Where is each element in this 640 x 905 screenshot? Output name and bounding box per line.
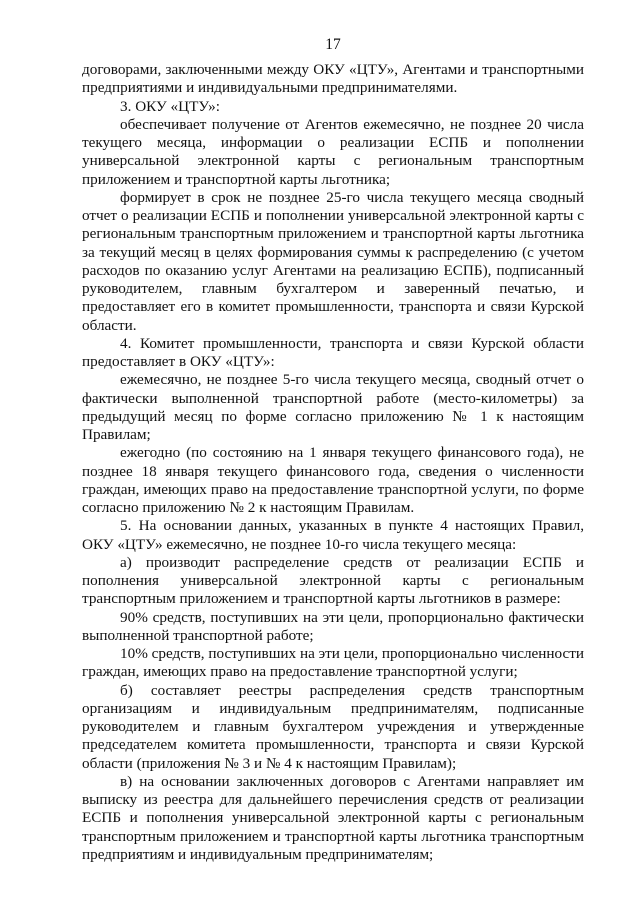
paragraph: 10% средств, поступивших на эти цели, пропорционально численности граждан, имеющих право на предоставление транспортной услуги;	[82, 645, 584, 681]
section-heading: 4. Комитет промышленности, транспорта и связи Курской области предоставляет в ОКУ «ЦТУ»:	[82, 334, 584, 370]
page-number: 17	[325, 36, 341, 53]
section-heading: 5. На основании данных, указанных в пункте 4 настоящих Правил, ОКУ «ЦТУ» ежемесячно, не позднее 10-го числа текущего месяца:	[82, 517, 584, 553]
paragraph: ежегодно (по состоянию на 1 января текущего финансового года), не позднее 18 января текущего финансового года, сведения о численности граждан, имеющих право на предоставление транспортной услуги, по форме согласно приложению № 2 к настоящим Правилам.	[82, 444, 584, 516]
paragraph: а) производит распределение средств от реализации ЕСПБ и пополнения универсальной электронной карты с региональным транспортным приложением и транспортной карты льготников в размере:	[82, 553, 584, 608]
paragraph: б) составляет реестры распределения средств транспортным организациям и индивидуальным предпринимателям, подписанные руководителем и главным бухгалтером учреждения и утвержденные председателем комитета промышленности, транспорта и связи Курской области (приложения № 3 и № 4 к настоящим Правилам);	[82, 681, 584, 772]
paragraph: договорами, заключенными между ОКУ «ЦТУ», Агентами и транспортными предприятиями и индивидуальными предпринимателями.	[82, 61, 584, 97]
paragraph: формирует в срок не позднее 25-го числа текущего месяца сводный отчет о реализации ЕСПБ и пополнении универсальной электронной карты с региональным транспортным приложением и транспортной карты льготника за текущий месяц в целях формирования суммы к распределению (с учетом расходов по оказанию услуг Агентами на реализацию ЕСПБ), подписанный руководителем, главным бухгалтером и заверенный печатью, и предоставляет его в комитет промышленности, транспорта и связи Курской области.	[82, 188, 584, 334]
paragraph: 90% средств, поступивших на эти цели, пропорционально фактически выполненной транспортной работе;	[82, 608, 584, 644]
paragraph: обеспечивает получение от Агентов ежемесячно, не позднее 20 числа текущего месяца, информации о реализации ЕСПБ и пополнении универсальной электронной карты с региональным транспортным приложением и транспортной карты льготника;	[82, 115, 584, 188]
section-heading: 3. ОКУ «ЦТУ»:	[120, 97, 220, 115]
paragraph: в) на основании заключенных договоров с Агентами направляет им выписку из реестра для дальнейшего перечисления средств от реализации ЕСПБ и пополнения универсальной электронной карты с региональным транспортным приложением и транспортной карты льготника транспортным предприятиям и индивидуальным предпринимателям;	[82, 772, 584, 863]
paragraph: ежемесячно, не позднее 5-го числа текущего месяца, сводный отчет о фактически выполненной транспортной работе (место-километры) за предыдущий месяц по форме согласно приложению № 1 к настоящим Правилам;	[82, 371, 584, 443]
